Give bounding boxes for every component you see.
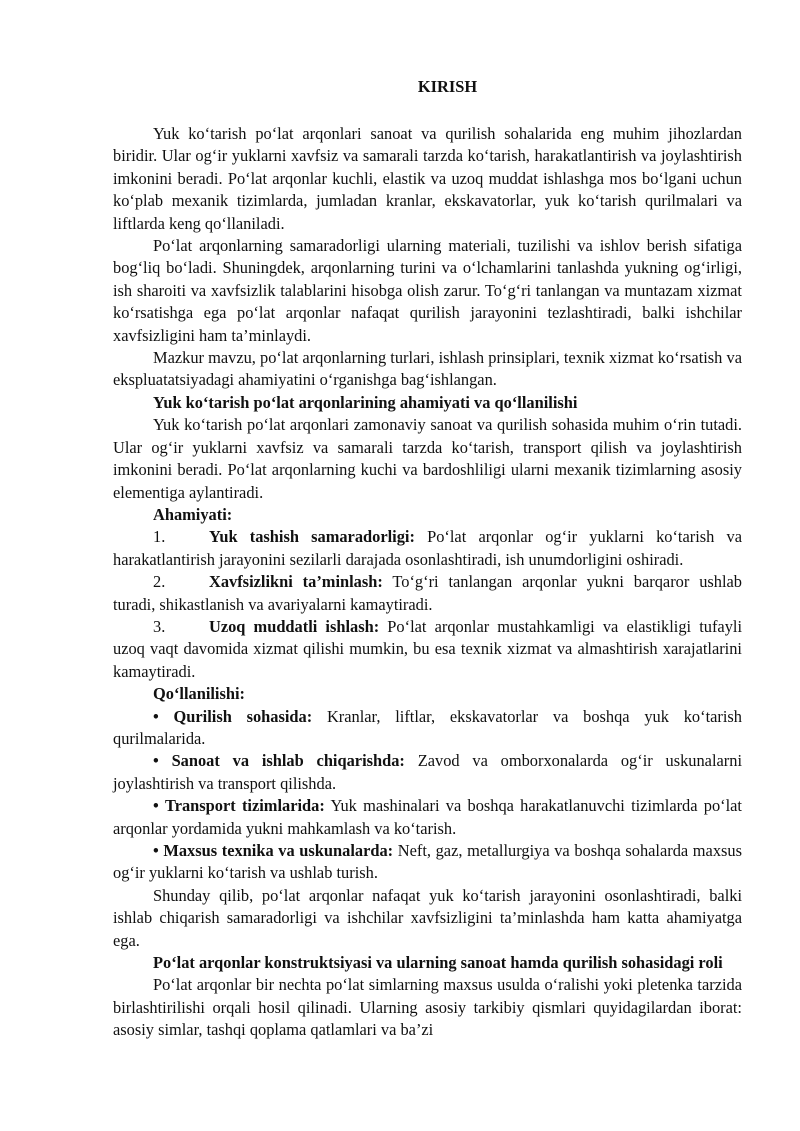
bullet-text: Zavod va omborxonalarda og‘ir uskunalarni joylashtirish va transport qilishda.	[113, 751, 742, 793]
conclusion-paragraph: Shunday qilib, po‘lat arqonlar nafaqat yuk ko‘tarish jarayonini osonlashtiradi, balki ishlab chiqarish samaradorligi va ishchilar xavfsizligini ta’minlashda ham katta ahamiyatga ega.	[113, 885, 742, 950]
item-text: To‘g‘ri tanlangan arqonlar yukni barqaror ushlab turadi, shikastlanish va avariyalarni kamaytiradi.	[113, 572, 742, 614]
bullet-term: Maxsus texnika va uskunalarda:	[163, 841, 394, 860]
bullet-icon: •	[153, 706, 159, 726]
page-title: KIRISH	[417, 77, 478, 96]
bullet-term: Transport tizimlarida:	[165, 796, 325, 816]
numbered-item-3	[113, 616, 742, 683]
bullet-term: Sanoat va ishlab chiqarishda:	[171, 751, 405, 771]
section-heading-importance: Yuk ko‘tarish po‘lat arqonlarining ahamiyati va qo‘llanilishi	[153, 392, 578, 412]
item-number: 3.	[153, 616, 166, 636]
section2-paragraph: Po‘lat arqonlar bir nechta po‘lat simlarning maxsus usulda o‘ralishi yoki pletenka tarzida birlashtirilishi orqali hosil qilinadi. Ularning asosiy tarkibiy qismlari quyidagilardan iborat: asosiy simlar, tashqi qoplama qatlamlari va ba’zi	[113, 975, 742, 1040]
document-page	[113, 75, 742, 1042]
usage-label: Qo‘llanilishi:	[153, 684, 245, 704]
numbered-item-2	[113, 571, 742, 616]
bullet-icon: •	[153, 751, 159, 771]
item-text: Po‘lat arqonlar og‘ir yuklarni ko‘tarish va harakatlantirish jarayonini sezilarli darajada osonlashtiradi, ish unumdorligini oshiradi.	[113, 527, 742, 569]
numbered-item-1	[113, 526, 742, 571]
bullet-item-1	[113, 706, 742, 751]
bullet-item-4	[113, 840, 742, 885]
intro-paragraph-2: Po‘lat arqonlarning samaradorligi ularning materiali, tuzilishi va ishlov berish sifatiga bog‘liq bo‘ladi. Shuningdek, arqonlarning turini va o‘lchamlarini tanlashda yukning og‘irligi, ish sharoiti va xavfsizlik talablarini hisobga olish zarur. To‘g‘ri tanlangan va muntazam xizmat ko‘rsatishga ega po‘lat arqonlar nafaqat qurilish jarayonini tezlashtiradi, balki ishchilar xavfsizligini ham ta’minlaydi.	[113, 236, 742, 345]
item-text: Po‘lat arqonlar mustahkamligi va elastikligi tufayli uzoq vaqt davomida xizmat qilishi mumkin, bu esa texnik xizmat va almashtirish xarajatlarini kamaytiradi.	[113, 616, 742, 681]
intro-paragraph-3: Mazkur mavzu, po‘lat arqonlarning turlari, ishlash prinsiplari, texnik xizmat ko‘rsatish va ekspluatatsiyadagi ahamiyatini o‘rganishga bag‘ishlangan.	[113, 348, 742, 390]
bullet-text: Kranlar, liftlar, ekskavatorlar va boshqa yuk ko‘tarish qurilmalarida.	[113, 706, 742, 748]
section1-paragraph: Yuk ko‘tarish po‘lat arqonlari zamonaviy sanoat va qurilish sohasida muhim o‘rin tutadi. Ular og‘ir yuklarni xavfsiz va samarali tarzda ko‘tarish, transport qilish va joylashtirish imkonini beradi. Po‘lat arqonlarning kuchi va bardoshliligi ularni mexanik tizimlarning asosiy elementiga aylantiradi.	[113, 415, 742, 502]
item-number: 2.	[153, 572, 166, 592]
bullet-icon: •	[153, 796, 159, 816]
importance-label: Ahamiyati:	[153, 504, 233, 524]
bullet-item-3	[113, 795, 742, 840]
bullet-term: Qurilish sohasida:	[173, 706, 313, 726]
intro-paragraph-1: Yuk ko‘tarish po‘lat arqonlari sanoat va qurilish sohalarida eng muhim jihozlardan biridir. Ular og‘ir yuklarni xavfsiz va samarali tarzda ko‘tarish, harakatlantirish va joylashtirish imkonini beradi. Po‘lat arqonlar kuchli, elastik va uzoq muddat ishlashga mos bo‘lgani uchun ko‘plab mexanik tizimlarda, jumladan kranlar, ekskavatorlar, yuk ko‘tarish qurilmalari va liftlarda keng qo‘llaniladi.	[113, 124, 742, 233]
bullet-text: Neft, gaz, metallurgiya va boshqa sohalarda maxsus og‘ir yuklarni ko‘tarish va ushlab turish.	[113, 841, 742, 883]
item-term: Uzoq muddatli ishlash:	[209, 616, 380, 636]
section-heading-construction: Po‘lat arqonlar konstruktsiyasi va ularning sanoat hamda qurilish sohasidagi roli	[153, 953, 723, 973]
bullet-item-2	[113, 750, 742, 795]
item-term: Xavfsizlikni ta’minlash:	[209, 572, 383, 592]
item-number: 1.	[153, 527, 166, 547]
item-term: Yuk tashish samaradorligi:	[209, 527, 415, 547]
bullet-text: Yuk mashinalari va boshqa harakatlanuvchi tizimlarda po‘lat arqonlar yordamida yukni mahkamlash va ko‘tarish.	[113, 796, 742, 838]
bullet-icon: •	[153, 841, 159, 860]
